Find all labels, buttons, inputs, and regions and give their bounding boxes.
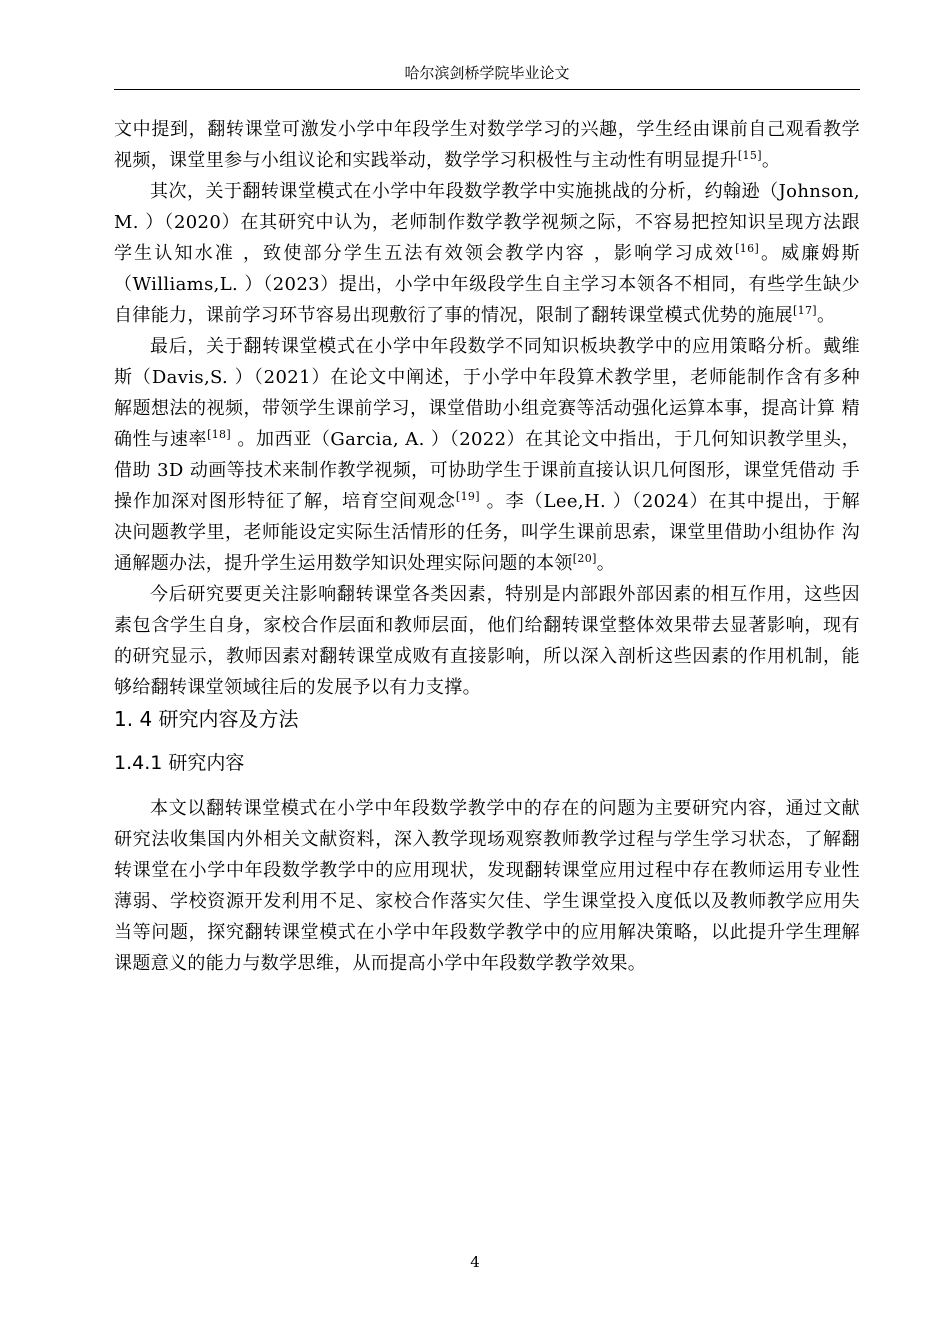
citation-18: [18]: [207, 428, 232, 441]
paragraph-2: 其次，关于翻转课堂模式在小学中年段数学教学中实施挑战的分析，约翰逊（Johnson, M. ）（2020）在其研究中认为，老师制作数学教学视频之际，不容易把控知识呈现方法跟 学生认知水准 ，致使部分学生五法有效领会教学内容 ，影响学习成效[16]。威廉姆斯 （Williams,L. ）（2023）提出，小学中年级段学生自主学习本领各不相同，有些学生缺少 自律能力，课前学习环节容易出现敷衍了事的情况，限制了翻转课堂模式优势的施展[17]。: [114, 181, 861, 326]
citation-16: [16]: [735, 242, 760, 255]
content-paragraph: 本文以翻转课堂模式在小学中年段数学教学中的存在的问题为主要研究内容，通过文献研究法收集国内外相关文献资料，深入教学现场观察教师教学过程与学生学习状态，了解翻转课堂在小学中年段数学教学中的应用现状，发现翻转课堂应用过程中存在教师运用专业性薄弱、学校资源开发利用不足、家校合作落实欠佳、学生课堂投入度低以及教师教学应用失当等问题，探究翻转课堂模式在小学中年段数学教学中的应用解决策略，以此提升学生理解课题意义的能力与数学思维，从而提高小学中年段数学教学效果。: [114, 798, 860, 974]
paragraph-3: 最后，关于翻转课堂模式在小学中年段数学不同知识板块教学中的应用策略分析。戴维斯（Davis,S. ）（2021）在论文中阐述，于小学中年段算术教学里，老师能制作含有多种 解题想法的视频，带领学生课前学习，课堂借助小组竞赛等活动强化运算本事，提高计算 精确性与速率[18] 。加西亚（Garcia, A. ）（2022）在其论文中指出，于几何知识教学里头， 借助 3D 动画等技术来制作教学视频，可协助学生于课前直接认识几何图形，课堂凭借动 手操作加深对图形特征了解，培育空间观念[19] 。李（Lee,H. ）（2024）在其中提出，于解 决问题教学里，老师能设定实际生活情形的任务，叫学生课前思索，课堂里借助小组协作 沟通解题办法，提升学生运用数学知识处理实际问题的本领[20]。: [114, 336, 861, 574]
citation-19: [19]: [455, 490, 480, 503]
paragraph-1: 文中提到，翻转课堂可激发小学中年段学生对数学学习的兴趣，学生经由课前自己观看教学视频，课堂里参与小组议论和实践举动，数学学习积极性与主动性有明显提升[15]。: [114, 119, 860, 171]
section-heading: 1. 4 研究内容及方法: [114, 707, 299, 731]
citation-17: [17]: [792, 304, 817, 317]
header-rule: [114, 89, 860, 90]
citation-15: [15]: [737, 149, 762, 162]
subsection-heading: 1.4.1 研究内容: [114, 752, 245, 774]
page-number: 4: [470, 1253, 480, 1271]
document-body: [114, 114, 860, 979]
citation-20: [20]: [572, 552, 597, 565]
paragraph-4: 今后研究要更关注影响翻转课堂各类因素，特别是内部跟外部因素的相互作用，这些因素包含学生自身，家校合作层面和教师层面，他们给翻转课堂整体效果带去显著影响，现有的研究显示，教师因素对翻转课堂成败有直接影响，所以深入剖析这些因素的作用机制，能够给翻转课堂领域往后的发展予以有力支撑。: [114, 584, 860, 698]
page-header: 哈尔滨剑桥学院毕业论文: [404, 64, 570, 82]
